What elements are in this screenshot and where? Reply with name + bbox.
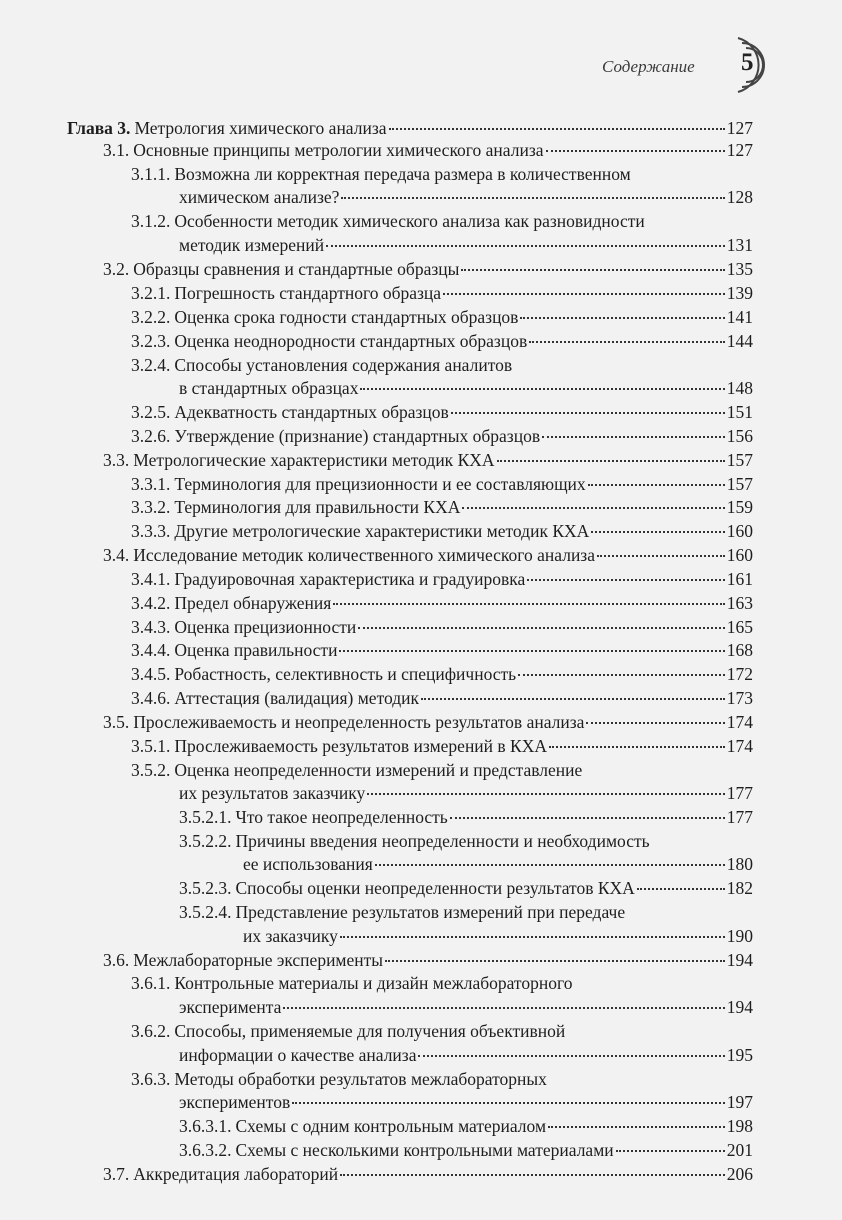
toc-entry-3-6-3-2[interactable] [179, 1140, 753, 1160]
toc-entry-3-6-2[interactable] [131, 1021, 753, 1041]
toc-entry-title: Предел обнаружения [174, 593, 332, 613]
toc-entry-title: Терминология для правильности КХА [174, 497, 461, 517]
toc-entry-number: 3.4.3. [131, 617, 171, 637]
toc-entry-title: Оценка прецизионности [174, 617, 357, 637]
toc-entry-number: 3.5. [103, 712, 130, 732]
toc-entry-title: Аккредитация лабораторий [133, 1164, 339, 1184]
toc-entry-title: Градуировочная характеристика и градуировка [174, 569, 526, 589]
toc-entry-title: Представление результатов измерений при передаче [235, 902, 626, 922]
toc-entry-title: Другие метрологические характеристики методик КХА [174, 521, 590, 541]
toc-entry-title: Аттестация (валидация) методик [174, 688, 419, 708]
toc-entry-number: 3.1. [103, 140, 130, 160]
toc-entry-3-2-2[interactable] [131, 307, 753, 327]
toc-entry-title: Образцы сравнения и стандартные образцы [133, 259, 460, 279]
toc-entry-number: 3.4.4. [131, 640, 171, 660]
toc-entry-page: 157 [726, 450, 753, 470]
toc-entry-page: 201 [726, 1140, 753, 1160]
toc-entry-title: Способы, применяемые для получения объективной [174, 1021, 566, 1041]
toc-entry-page: 168 [726, 640, 753, 660]
toc-entry-3-6-3[interactable] [131, 1069, 753, 1089]
toc-entry-page: 172 [726, 664, 753, 684]
toc-entry-number: 3.3.1. [131, 474, 171, 494]
running-header-title: Содержание [602, 57, 695, 76]
toc-entry-page: 141 [726, 307, 753, 327]
toc-entry-number: 3.6.1. [131, 973, 171, 993]
toc-entry-page: 180 [726, 854, 753, 874]
leader-dots [637, 888, 725, 890]
toc-entry-number: 3.6.3.1. [179, 1116, 232, 1136]
toc-entry-3-6-3-cont[interactable] [179, 1092, 753, 1112]
toc-entry-number: 3.4. [103, 545, 130, 565]
toc-entry-3-3-1[interactable] [131, 474, 753, 494]
toc-entry-3-2-4[interactable] [131, 355, 753, 375]
leader-dots [461, 269, 724, 271]
toc-entry-title-continuation: в стандартных образцах [179, 378, 359, 398]
toc-entry-title: Возможна ли корректная передача размера в количественном [174, 164, 631, 184]
toc-entry-number: 3.7. [103, 1164, 130, 1184]
toc-entry-title: Адекватность стандартных образцов [174, 402, 449, 422]
leader-dots [418, 1055, 724, 1057]
toc-entry-page: 182 [726, 878, 753, 898]
toc-entry-title: Оценка срока годности стандартных образцов [174, 307, 519, 327]
toc-entry-number: 3.1.2. [131, 211, 171, 231]
toc-entry-title-continuation: информации о качестве анализа [179, 1045, 417, 1065]
toc-entry-page: 190 [726, 926, 753, 946]
leader-dots [339, 650, 724, 652]
leader-dots [529, 341, 725, 343]
toc-entry-title: Способы оценки неопределенности результатов КХА [235, 878, 635, 898]
toc-entry-3-5[interactable] [103, 712, 753, 732]
leader-dots [462, 507, 724, 509]
toc-entry-3-1-2-cont[interactable] [179, 235, 753, 255]
toc-entry-3-6-3-1[interactable] [179, 1116, 753, 1136]
toc-entry-title: Контрольные материалы и дизайн межлабораторного [174, 973, 573, 993]
toc-entry-number: 3.5.2.4. [179, 902, 232, 922]
toc-entry-title: Схемы с несколькими контрольными материалами [235, 1140, 614, 1160]
toc-entry-number: 3.2.3. [131, 331, 171, 351]
toc-entry-title-continuation: методик измерений [179, 235, 325, 255]
toc-entry-3-2-1[interactable] [131, 283, 753, 303]
toc-entry-title-continuation: эксперимента [179, 997, 282, 1017]
toc-entry-number: 3.2.4. [131, 355, 171, 375]
toc-entry-title: Утверждение (признание) стандартных образцов [174, 426, 541, 446]
toc-entry-page: 151 [726, 402, 753, 422]
toc-entry-3-3-2[interactable] [131, 497, 753, 517]
leader-dots [527, 579, 725, 581]
toc-entry-page: 197 [726, 1092, 753, 1112]
toc-entry-title: Оценка правильности [174, 640, 338, 660]
leader-dots [326, 245, 725, 247]
toc-entry-3-3[interactable] [103, 450, 753, 470]
leader-dots [283, 1007, 724, 1009]
toc-entry-page: 163 [726, 593, 753, 613]
toc-entry-number: 3.3. [103, 450, 130, 470]
toc-entry-3-2-6[interactable] [131, 426, 753, 446]
toc-entry-3-4-6[interactable] [131, 688, 753, 708]
toc-entry-page: 144 [726, 331, 753, 351]
leader-dots [341, 197, 724, 199]
toc-entry-number: 3.6. [103, 950, 130, 970]
leader-dots [588, 484, 725, 486]
toc-entry-page: 161 [726, 569, 753, 589]
leader-dots [586, 722, 724, 724]
toc-entry-number: 3.4.5. [131, 664, 171, 684]
toc-entry-page: 177 [726, 807, 753, 827]
toc-entry-3-5-2-3[interactable] [179, 878, 753, 898]
leader-dots [292, 1102, 725, 1104]
leader-dots [333, 603, 724, 605]
toc-entry-number: 3.5.2. [131, 760, 171, 780]
leader-dots [549, 746, 725, 748]
toc-entry-title: Оценка неопределенности измерений и представление [174, 760, 583, 780]
toc-entry-3-4-1[interactable] [131, 569, 753, 589]
toc-entry-chapter-3[interactable] [67, 118, 753, 138]
toc-entry-3-4-5[interactable] [131, 664, 753, 684]
leader-dots [389, 128, 725, 130]
toc-entry-3-4-2[interactable] [131, 593, 753, 613]
toc-entry-title-continuation: экспериментов [179, 1092, 291, 1112]
toc-entry-3-2-4-cont[interactable] [179, 378, 753, 398]
leader-dots [451, 412, 725, 414]
toc-entry-3-2[interactable] [103, 259, 753, 279]
toc-entry-3-5-2-4-cont[interactable] [243, 926, 753, 946]
leader-dots [497, 460, 725, 462]
toc-entry-title: Прослеживаемость результатов измерений в КХА [174, 736, 548, 756]
toc-entry-title-continuation: их заказчику [243, 926, 338, 946]
toc-entry-number: 3.5.1. [131, 736, 171, 756]
toc-entry-number: 3.6.3.2. [179, 1140, 232, 1160]
leader-dots [542, 436, 725, 438]
toc-entry-page: 194 [726, 997, 753, 1017]
toc-entry-page: 198 [726, 1116, 753, 1136]
leader-dots [616, 1150, 725, 1152]
toc-entry-title: Погрешность стандартного образца [174, 283, 442, 303]
toc-entry-title: Терминология для прецизионности и ее составляющих [174, 474, 586, 494]
toc-entry-number: 3.2. [103, 259, 130, 279]
toc-entry-title: Что такое неопределенность [235, 807, 448, 827]
toc-entry-page: 174 [726, 712, 753, 732]
toc-entry-number: 3.4.6. [131, 688, 171, 708]
toc-entry-3-6[interactable] [103, 950, 753, 970]
toc-entry-3-5-2-2-cont[interactable] [243, 854, 753, 874]
toc-entry-3-1[interactable] [103, 140, 753, 160]
toc-entry-number: 3.5.2.2. [179, 831, 232, 851]
toc-entry-title: Межлабораторные эксперименты [133, 950, 384, 970]
toc-entry-3-1-1-cont[interactable] [179, 187, 753, 207]
toc-entry-page: 131 [726, 235, 753, 255]
leader-dots [597, 555, 725, 557]
toc-entry-page: 173 [726, 688, 753, 708]
toc-entry-3-2-3[interactable] [131, 331, 753, 351]
toc-entry-page: 174 [726, 736, 753, 756]
toc-entry-title: Метрология химического анализа [134, 118, 387, 138]
toc-entry-number: 3.3.3. [131, 521, 171, 541]
toc-entry-title: Исследование методик количественного химического анализа [133, 545, 595, 565]
toc-entry-title: Схемы с одним контрольным материалом [235, 1116, 547, 1136]
toc-entry-page: 159 [726, 497, 753, 517]
leader-dots [358, 627, 725, 629]
toc-entry-page: 127 [726, 140, 753, 160]
toc-entry-number: 3.5.2.3. [179, 878, 232, 898]
toc-entry-page: 128 [726, 187, 753, 207]
leader-dots [360, 388, 724, 390]
leader-dots [385, 960, 725, 962]
toc-entry-title-continuation: ее использования [243, 854, 373, 874]
leader-dots [548, 1126, 725, 1128]
toc-entry-title: Робастность, селективность и специфичность [174, 664, 517, 684]
toc-entry-number: 3.5.2.1. [179, 807, 232, 827]
toc-entry-number: 3.6.3. [131, 1069, 171, 1089]
toc-entry-page: 135 [726, 259, 753, 279]
toc-entry-number: Глава 3. [67, 118, 131, 138]
toc-entry-title: Метрологические характеристики методик КХА [133, 450, 495, 470]
leader-dots [546, 150, 725, 152]
toc-entry-3-7[interactable] [103, 1164, 753, 1184]
toc-entry-3-4-4[interactable] [131, 640, 753, 660]
toc-entry-3-1-1[interactable] [131, 164, 753, 184]
toc-entry-number: 3.2.1. [131, 283, 171, 303]
toc-entry-page: 156 [726, 426, 753, 446]
page-number: 5 [741, 49, 754, 76]
toc-entry-number: 3.2.5. [131, 402, 171, 422]
toc-entry-page: 127 [726, 118, 753, 138]
leader-dots [375, 864, 725, 866]
toc-entry-number: 3.4.1. [131, 569, 171, 589]
leader-dots [520, 317, 724, 319]
toc-entry-number: 3.1.1. [131, 164, 171, 184]
leader-dots [421, 698, 725, 700]
leader-dots [450, 817, 725, 819]
toc-entry-3-6-1-cont[interactable] [179, 997, 753, 1017]
toc-entry-title: Способы установления содержания аналитов [174, 355, 513, 375]
toc-entry-number: 3.6.2. [131, 1021, 171, 1041]
toc-entry-page: 165 [726, 617, 753, 637]
leader-dots [591, 531, 724, 533]
toc-entry-3-6-2-cont[interactable] [179, 1045, 753, 1065]
toc-entry-page: 160 [726, 521, 753, 541]
toc-entry-3-5-2-4[interactable] [179, 902, 753, 922]
toc-entry-title: Оценка неоднородности стандартных образцов [174, 331, 528, 351]
toc-entry-3-6-1[interactable] [131, 973, 753, 993]
toc-entry-number: 3.4.2. [131, 593, 171, 613]
leader-dots [518, 674, 725, 676]
toc-entry-3-4-3[interactable] [131, 617, 753, 637]
toc-entry-number: 3.2.6. [131, 426, 171, 446]
leader-dots [367, 793, 725, 795]
toc-entry-title: Методы обработки результатов межлабораторных [174, 1069, 547, 1089]
leader-dots [443, 293, 725, 295]
toc-entry-3-5-2-1[interactable] [179, 807, 753, 827]
toc-entry-3-1-2[interactable] [131, 211, 753, 231]
toc-entry-3-5-2-2[interactable] [179, 831, 753, 851]
toc-entry-page: 194 [726, 950, 753, 970]
toc-entry-page: 195 [726, 1045, 753, 1065]
toc-entry-page: 157 [726, 474, 753, 494]
leader-dots [340, 936, 725, 938]
toc-entry-title: Прослеживаемость и неопределенность результатов анализа [133, 712, 585, 732]
toc-entry-3-5-2-cont[interactable] [179, 783, 753, 803]
toc-entry-title: Особенности методик химического анализа как разновидности [174, 211, 645, 231]
toc-entry-3-5-1[interactable] [131, 736, 753, 756]
toc-entry-page: 206 [726, 1164, 753, 1184]
toc-entry-number: 3.3.2. [131, 497, 171, 517]
toc-entry-3-2-5[interactable] [131, 402, 753, 422]
toc-entry-3-5-2[interactable] [131, 760, 753, 780]
toc-entry-page: 148 [726, 378, 753, 398]
toc-entry-page: 160 [726, 545, 753, 565]
toc-entry-3-4[interactable] [103, 545, 753, 565]
toc-entry-title: Основные принципы метрологии химического анализа [133, 140, 544, 160]
toc-entry-page: 177 [726, 783, 753, 803]
toc-entry-number: 3.2.2. [131, 307, 171, 327]
leader-dots [340, 1174, 725, 1176]
toc-entry-title-continuation: химическом анализе? [179, 187, 340, 207]
toc-entry-title: Причины введения неопределенности и необходимость [235, 831, 650, 851]
toc-entry-title-continuation: их результатов заказчику [179, 783, 366, 803]
toc-entry-3-3-3[interactable] [131, 521, 753, 541]
toc-entry-page: 139 [726, 283, 753, 303]
